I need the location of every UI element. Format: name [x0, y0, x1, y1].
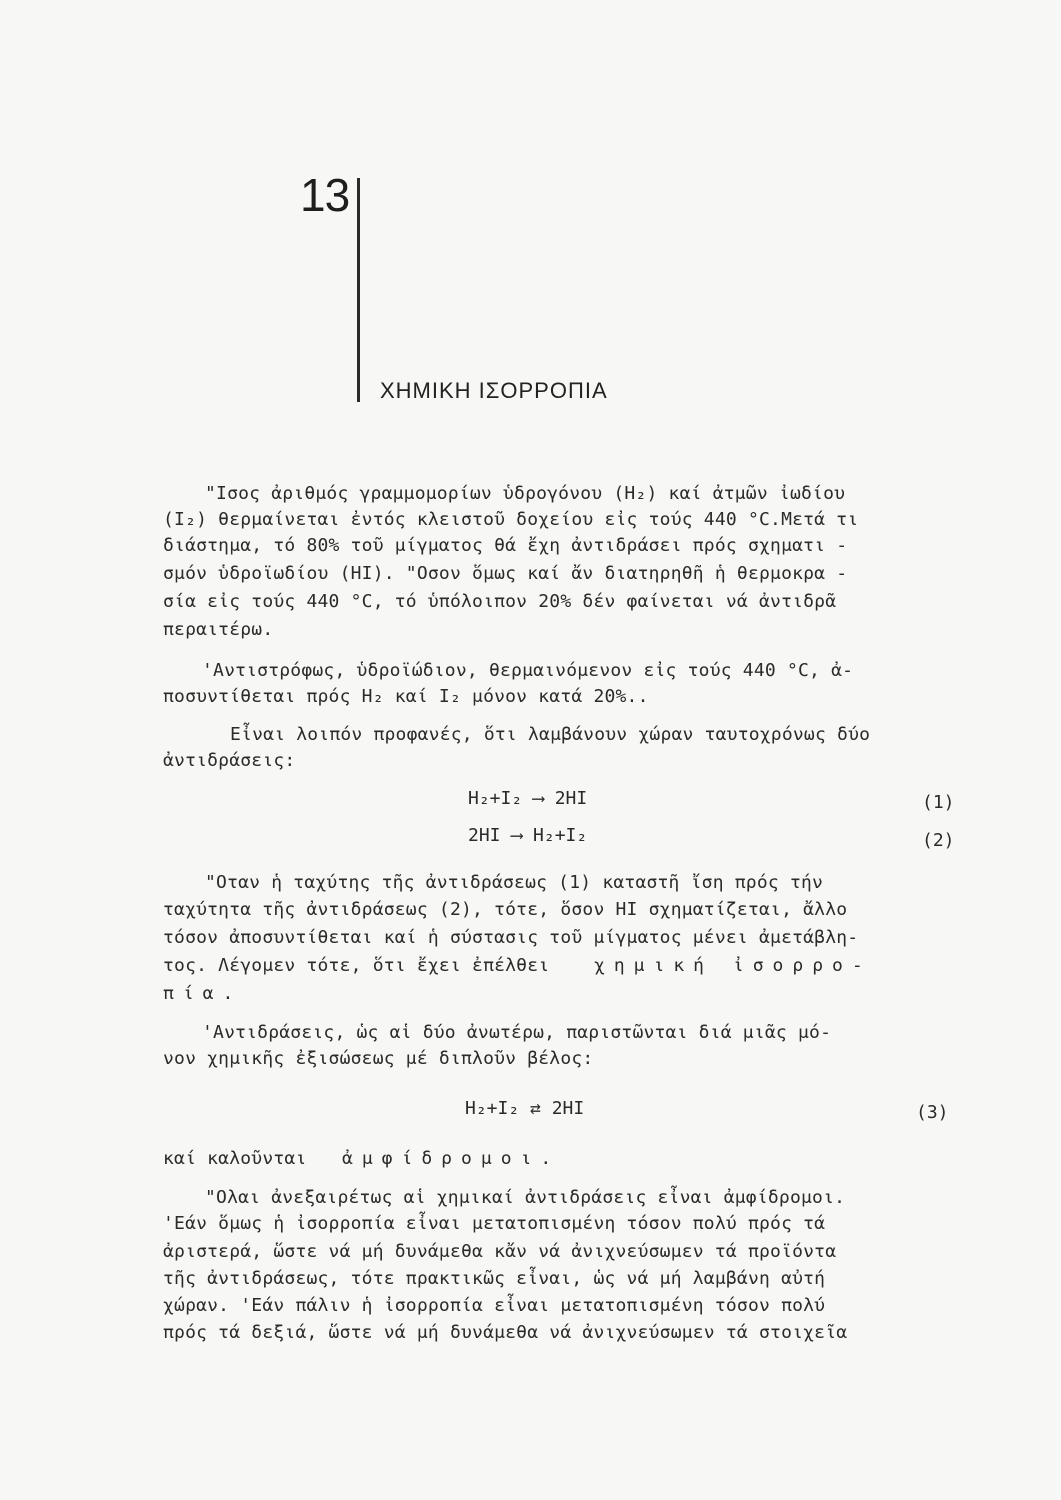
text-line: νον χημικῆς ἐξισώσεως μέ διπλοῦν βέλος:: [163, 1048, 594, 1069]
equation-3: H₂+I₂ ⇄ 2HI: [465, 1098, 585, 1119]
emphasized-term: χημική ἰσορρο-: [594, 955, 872, 976]
chapter-number: 13: [300, 169, 350, 221]
text-line: διάστημα, τό 80% τοῦ μίγματος θά ἔχη ἀντιδράσει πρός σχηματι -: [163, 535, 848, 556]
text-line: 'Αντιστρόφως, ὑδροϊώδιον, θερμαινόμενον εἰς τούς 440 °C, ἀ-: [202, 660, 854, 681]
text-line: "Οταν ἡ ταχύτης τῆς ἀντιδράσεως (1) καταστῆ ἴση πρός τήν: [205, 872, 824, 893]
equation-2: 2HI ⟶ H₂+I₂: [468, 825, 588, 846]
text-line: Εἶναι λοιπόν προφανές, ὅτι λαμβάνουν χώραν ταυτοχρόνως δύο: [230, 724, 871, 745]
text-line: ποσυντίθεται πρός H₂ καί I₂ μόνον κατά 20%..: [163, 686, 649, 707]
text-line: πρός τά δεξιά, ὥστε νά μή δυνάμεθα νά ἀνιχνεύσωμεν τά στοιχεῖα: [163, 1322, 848, 1343]
chapter-divider: [357, 178, 360, 402]
text-line: τῆς ἀντιδράσεως, τότε πρακτικῶς εἶναι, ὡς νά μή λαμβάνη αὐτή: [163, 1268, 826, 1289]
text-line: ταχύτητα τῆς ἀντιδράσεως (2), τότε, ὅσον HI σχηματίζεται, ἄλλο: [163, 899, 848, 920]
equation-1: H₂+I₂ ⟶ 2HI: [468, 788, 588, 809]
text-line: περαιτέρω.: [163, 619, 274, 640]
text-line: 'Εάν ὅμως ἡ ἰσορροπία εἶναι μετατοπισμένη τόσον πολύ πρός τά: [163, 1213, 826, 1234]
text-line: σμόν ὑδροϊωδίου (HI). "Οσον ὅμως καί ἄν διατηρηθῆ ἡ θερμοκρα -: [163, 563, 848, 584]
text-line: "Ισος ἀριθμός γραμμομορίων ὑδρογόνου (H₂) καί ἀτμῶν ἰωδίου: [205, 483, 846, 504]
equation-2-number: (2): [922, 830, 955, 851]
text-line: σία εἰς τούς 440 °C, τό ὑπόλοιπον 20% δέν φαίνεται νά ἀντιδρᾶ: [163, 591, 837, 612]
text-line: ἀριστερά, ὥστε νά μή δυνάμεθα κἄν νά ἀνιχνεύσωμεν τά προϊόντα: [163, 1241, 837, 1262]
text-line: τόσον ἀποσυντίθεται καί ἡ σύστασις τοῦ μίγματος μένει ἀμετάβλη-: [163, 927, 859, 948]
text-line: "Ολαι ἀνεξαιρέτως αἱ χημικαί ἀντιδράσεις εἶναι ἀμφίδρομοι.: [205, 1187, 846, 1208]
emphasized-term: ἀμφίδρομοι.: [342, 1148, 561, 1169]
text-line: χώραν. 'Εάν πάλιν ἡ ἰσορροπία εἶναι μετατοπισμένη τόσον πολύ: [163, 1295, 826, 1316]
equation-3-number: (3): [916, 1102, 949, 1123]
text-line: (I₂) θερμαίνεται ἐντός κλειστοῦ δοχείου εἰς τούς 440 °C.Μετά τι: [163, 509, 859, 530]
text-line: 'Αντιδράσεις, ὡς αἱ δύο ἀνωτέρω, παριστῶνται διά μιᾶς μό-: [202, 1022, 832, 1043]
emphasized-term: πία.: [163, 983, 243, 1004]
text-line: τος. Λέγομεν τότε, ὅτι ἔχει ἐπέλθει: [163, 955, 550, 976]
text-line: ἀντιδράσεις:: [163, 750, 296, 771]
equation-1-number: (1): [922, 792, 955, 813]
chapter-title: ΧΗΜΙΚΗ ΙΣΟΡΡΟΠΙΑ: [380, 378, 608, 403]
text-line: καί καλοῦνται: [163, 1148, 307, 1169]
